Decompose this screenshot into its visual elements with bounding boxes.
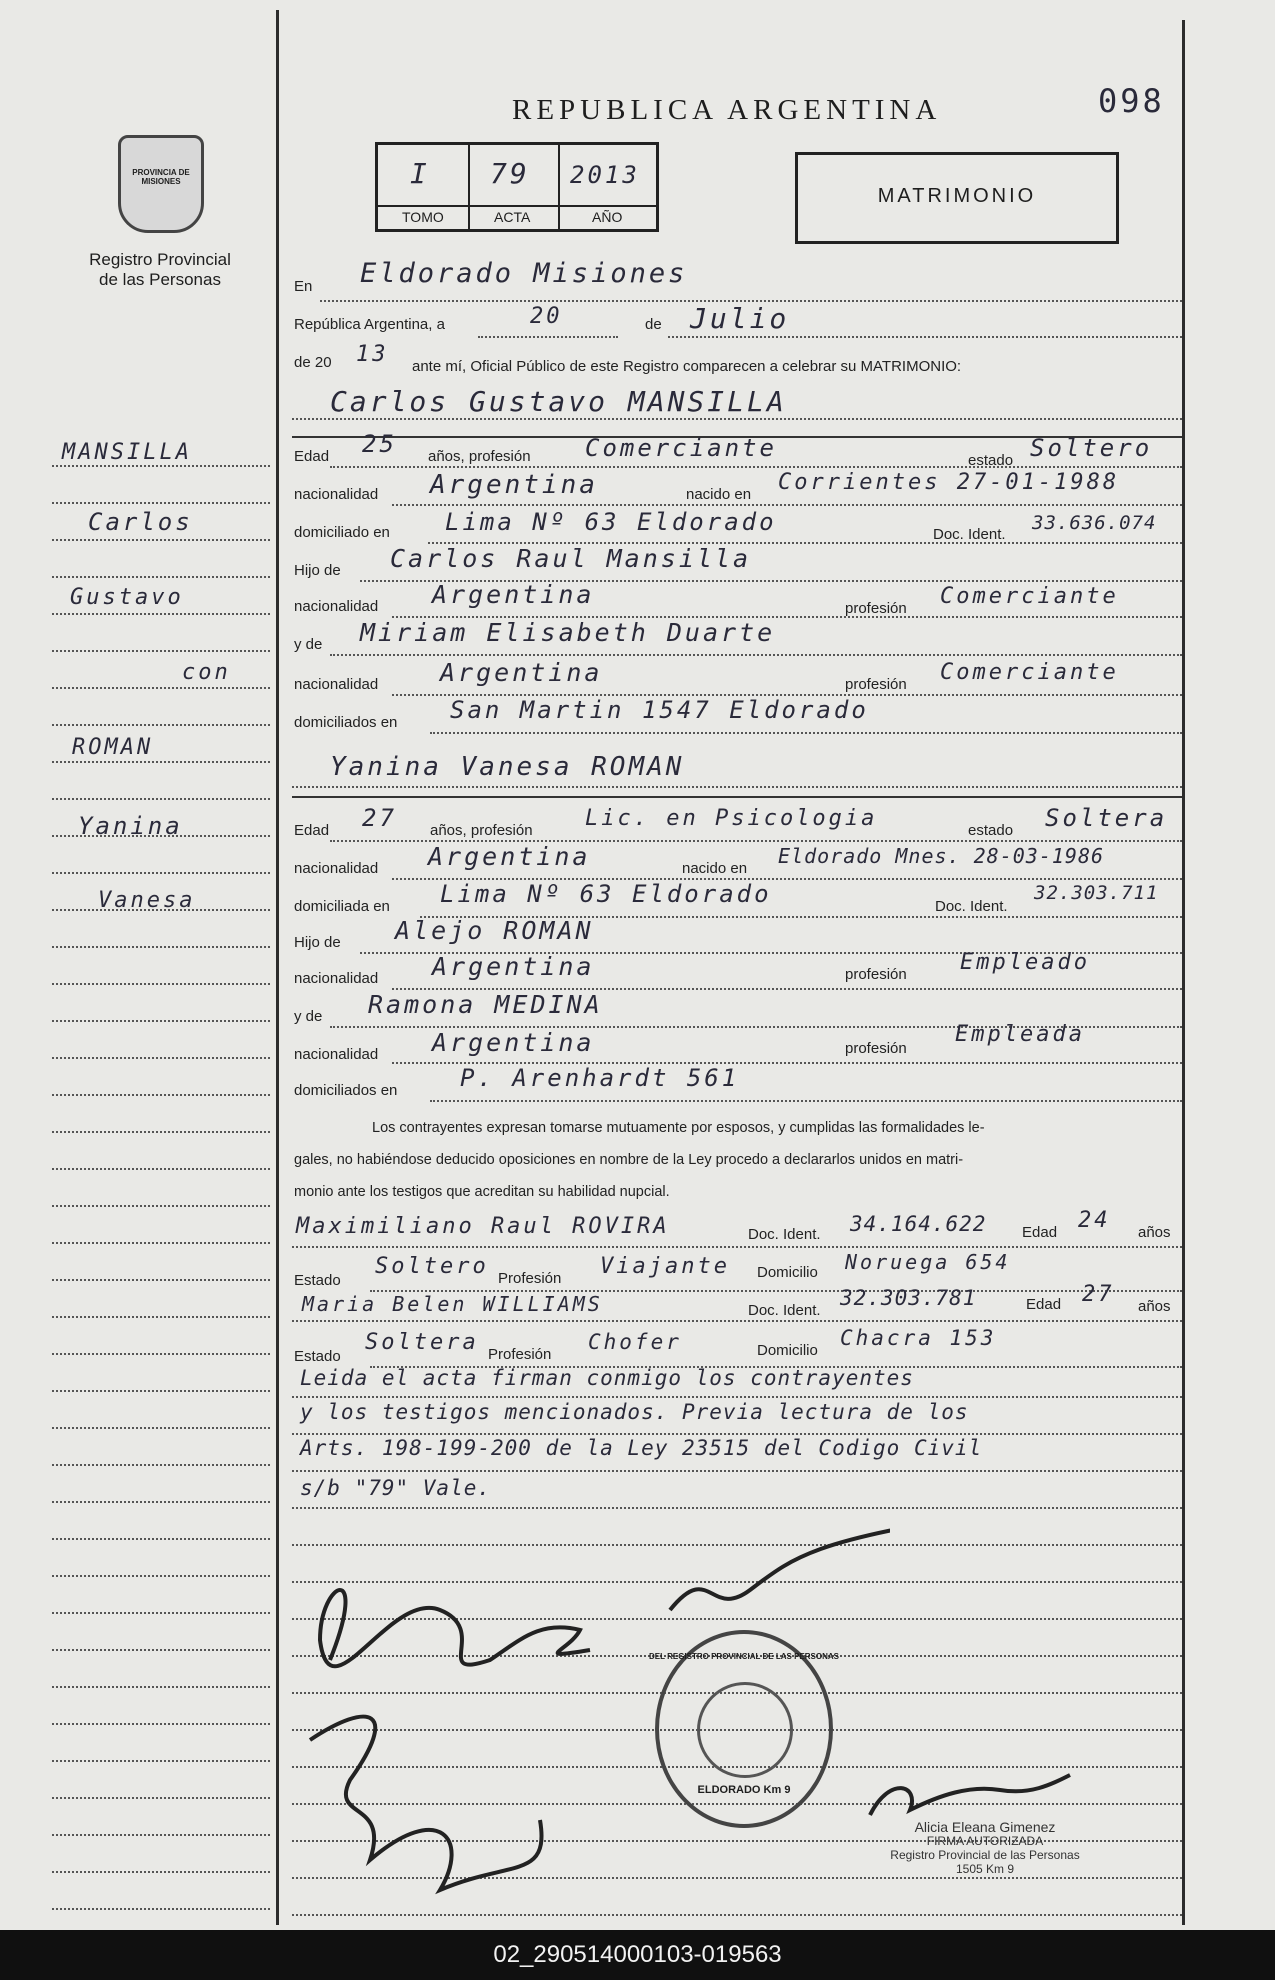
bride-doc: 32.303.711 [1034, 882, 1159, 904]
bride-father-nac-label: nacionalidad [294, 970, 379, 987]
bride-dom-label: domiciliada en [294, 898, 390, 915]
groom-signature [320, 1590, 590, 1666]
acta-label: ACTA [494, 209, 531, 225]
witness1-age: 24 [1078, 1208, 1111, 1233]
anio-value: 2013 [570, 161, 640, 189]
witness2-dom-label: Domicilio [757, 1342, 818, 1359]
body-rule-line [292, 1433, 1182, 1435]
margin-rule-line [52, 761, 270, 763]
margin-rule-line [52, 1760, 270, 1762]
witness1-prof-label: Profesión [498, 1270, 562, 1287]
margin-name-6: Yanina [78, 812, 183, 840]
margin-rule-line [52, 650, 270, 652]
registry-name [60, 250, 260, 290]
official-name: Alicia Eleana Gimenez [914, 1819, 1056, 1835]
groom-father-nac-label: nacionalidad [294, 598, 379, 615]
witness2-age: 27 [1082, 1282, 1115, 1307]
margin-rule-line [52, 1205, 270, 1207]
right-border [1182, 20, 1185, 1925]
groom-father-prof-label: profesión [845, 600, 907, 617]
margin-rule-line [52, 1871, 270, 1873]
notes-line-1: Leida el acta firman conmigo los contrayentes [300, 1366, 914, 1390]
year-prefix: de 20 [294, 354, 332, 371]
groom-name: Carlos Gustavo MANSILLA [330, 385, 787, 418]
witness1-edad-label: Edad [1022, 1224, 1058, 1241]
groom-mother-nac: Argentina [440, 658, 603, 687]
witness1-estado: Soltero [375, 1254, 489, 1279]
margin-name-3: Gustavo [70, 585, 184, 610]
declaration-line-1: Los contrayentes expresan tomarse mutuamente por esposos, y cumplidas las formalidades le- [372, 1120, 985, 1136]
country-title: REPUBLICA ARGENTINA [512, 94, 942, 126]
document-code-bar [0, 1930, 1275, 1980]
margin-rule-line [52, 1316, 270, 1318]
bride-nacionalidad: Argentina [428, 842, 591, 871]
registry-line2: de las Personas [99, 270, 221, 289]
witness1-profesion: Viajante [600, 1254, 730, 1279]
margin-rule-line [52, 1131, 270, 1133]
witness1-doc-label: Doc. Ident. [748, 1226, 821, 1243]
province-emblem-icon [118, 135, 204, 233]
bride-parents-dom-label: domiciliados en [294, 1082, 398, 1099]
bride-father-prof: Empleado [960, 950, 1090, 975]
margin-rule-line [52, 724, 270, 726]
registry-line1: Registro Provincial [89, 250, 231, 269]
margin-rule-line [52, 687, 270, 689]
margin-rule-line [52, 946, 270, 948]
day-value: 20 [530, 304, 563, 329]
bride-name: Yanina Vanesa ROMAN [330, 752, 685, 782]
groom-mother: Miriam Elisabeth Duarte [360, 618, 776, 647]
official-org: Registro Provincial de las Personas [890, 1848, 1080, 1862]
bride-parents-dom: P. Arenhardt 561 [460, 1064, 740, 1092]
groom-edad-label: Edad [294, 448, 330, 465]
tomo-value: I [410, 157, 430, 190]
margin-rule-line [52, 1242, 270, 1244]
witness1-doc: 34.164.622 [850, 1212, 987, 1236]
witness1-domicilio: Noruega 654 [845, 1250, 1011, 1274]
groom-nacido: Corrientes 27-01-1988 [778, 470, 1120, 495]
groom-nacido-label: nacido en [686, 486, 752, 503]
margin-rule-line [52, 1020, 270, 1022]
margin-divider [276, 10, 279, 1925]
marriage-label: MATRIMONIO [877, 185, 1037, 207]
margin-name-1: MANSILLA [62, 440, 192, 465]
margin-rule-line [52, 502, 270, 504]
witness2-prof-label: Profesión [488, 1346, 552, 1363]
marriage-box [795, 152, 1119, 244]
witness-signature [670, 1520, 890, 1610]
margin-name-2: Carlos [88, 508, 193, 536]
official-block [885, 1820, 1085, 1876]
margin-name-5: ROMAN [72, 735, 154, 760]
bride-profession: Lic. en Psicologia [585, 806, 878, 831]
groom-age: 25 [362, 430, 397, 458]
margin-rule-line [52, 613, 270, 615]
margin-name-7: Vanesa [98, 888, 196, 913]
official-office: 1505 Km 9 [955, 1862, 1015, 1876]
margin-rule-line [52, 1464, 270, 1466]
bride-estado: Soltera [1045, 804, 1168, 832]
tomo-label: TOMO [402, 209, 444, 225]
notes-line-2: y los testigos mencionados. Previa lectura de los [300, 1400, 969, 1424]
groom-nac-label: nacionalidad [294, 486, 379, 503]
declaration-line-2: gales, no habiéndose deducido oposiciones en nombre de la Ley procedo a declararlos unidos en matri- [294, 1152, 964, 1168]
emblem-text: PROVINCIA DE MISIONES [132, 168, 190, 186]
witness2-doc-label: Doc. Ident. [748, 1302, 821, 1319]
bride-age: 27 [362, 804, 397, 832]
notes-line-4: s/b "79" Vale. [300, 1476, 492, 1500]
margin-rule-line [52, 1612, 270, 1614]
witness2-estado-label: Estado [294, 1348, 341, 1365]
groom-parents-dom: San Martin 1547 Eldorado [450, 696, 869, 724]
margin-rule-line [52, 1575, 270, 1577]
groom-anos-label: años, profesión [428, 448, 531, 465]
stamp-emblem-icon [697, 1682, 793, 1778]
margin-rule-line [52, 1723, 270, 1725]
groom-nacionalidad: Argentina [430, 470, 598, 500]
year-suffix: 13 [356, 342, 389, 367]
margin-rule-line [52, 1390, 270, 1392]
bride-estado-label: estado [968, 822, 1014, 839]
bride-nac-label: nacionalidad [294, 860, 379, 877]
witness2-domicilio: Chacra 153 [840, 1326, 997, 1350]
bride-nacido: Eldorado Mnes. 28-03-1986 [778, 844, 1105, 868]
margin-rule-line [52, 465, 270, 467]
margin-rule-line [52, 539, 270, 541]
groom-parents-dom-label: domiciliados en [294, 714, 398, 731]
groom-mother-prof-label: profesión [845, 676, 907, 693]
bride-anos-label: años, profesión [430, 822, 533, 839]
bride-nacido-label: nacido en [682, 860, 748, 877]
margin-name-4: con [182, 660, 231, 685]
bride-yde-label: y de [294, 1008, 323, 1025]
margin-rule-line [52, 1908, 270, 1910]
place-value: Eldorado Misiones [360, 258, 688, 289]
witness2-name: Maria Belen WILLIAMS [302, 1292, 603, 1316]
bride-edad-label: Edad [294, 822, 330, 839]
margin-rule-line [52, 1168, 270, 1170]
republica-label: República Argentina, a [294, 316, 445, 333]
record-table [375, 142, 659, 232]
margin-rule-line [52, 1686, 270, 1688]
official-role: FIRMA AUTORIZADA [926, 1834, 1044, 1848]
witness2-edad-label: Edad [1026, 1296, 1062, 1313]
stamp-center-text: ELDORADO Km 9 [697, 1784, 791, 1796]
bride-mother-prof-label: profesión [845, 1040, 907, 1057]
document-code: 02_290514000103-019563 [493, 1941, 782, 1968]
margin-rule-line [52, 872, 270, 874]
witness2-profesion: Chofer [588, 1330, 682, 1354]
groom-estado-label: estado [968, 452, 1014, 469]
en-label: En [294, 278, 313, 295]
notes-line-3: Arts. 198-199-200 de la Ley 23515 del Codigo Civil [300, 1436, 983, 1460]
bride-father-prof-label: profesión [845, 966, 907, 983]
witness1-anos-label: años [1138, 1224, 1171, 1241]
bride-signature [310, 1717, 542, 1890]
margin-rule-line [52, 983, 270, 985]
month-value: Julio [690, 302, 790, 335]
bride-domicilio: Lima Nº 63 Eldorado [440, 880, 772, 908]
ante-text: ante mí, Oficial Público de este Registro comparecen a celebrar su MATRIMONIO: [412, 358, 962, 375]
folio-number: 098 [1098, 82, 1165, 120]
anio-label: AÑO [592, 209, 623, 225]
de-label: de [645, 316, 662, 333]
witness1-name: Maximiliano Raul ROVIRA [296, 1214, 670, 1239]
groom-mother-prof: Comerciante [940, 660, 1119, 685]
witness2-anos-label: años [1138, 1298, 1171, 1315]
groom-father-nac: Argentina [432, 580, 595, 609]
margin-rule-line [52, 576, 270, 578]
witness2-doc: 32.303.781 [840, 1286, 977, 1310]
stamp-ring-text: DEL REGISTRO PROVINCIAL DE LAS PERSONAS [649, 1652, 839, 1661]
bride-mother-nac-label: nacionalidad [294, 1046, 379, 1063]
groom-estado: Soltero [1030, 434, 1153, 462]
body-rule-line [292, 1470, 1182, 1472]
groom-father-prof: Comerciante [940, 584, 1119, 609]
margin-rule-line [52, 1538, 270, 1540]
margin-rule-line [52, 1057, 270, 1059]
margin-rule-line [52, 1427, 270, 1429]
bride-mother-nac: Argentina [432, 1028, 595, 1057]
official-stamp [649, 1630, 839, 1828]
margin-rule-line [52, 1279, 270, 1281]
margin-rule-line [52, 798, 270, 800]
margin-rule-line [52, 1094, 270, 1096]
groom-dom-label: domiciliado en [294, 524, 390, 541]
bride-father-nac: Argentina [432, 952, 595, 981]
witness2-estado: Soltera [365, 1330, 479, 1355]
groom-father: Carlos Raul Mansilla [390, 544, 752, 573]
groom-doc: 33.636.074 [1032, 512, 1157, 534]
bride-doc-label: Doc. Ident. [935, 898, 1008, 915]
bride-mother-prof: Empleada [955, 1022, 1085, 1047]
bride-father: Alejo ROMAN [395, 916, 594, 945]
declaration-line-3: monio ante los testigos que acreditan su habilidad nupcial. [294, 1184, 670, 1200]
margin-rule-line [52, 1649, 270, 1651]
bride-hijo-label: Hijo de [294, 934, 341, 951]
margin-rule-line [52, 1353, 270, 1355]
body-rule-line [292, 1396, 1182, 1398]
groom-mother-nac-label: nacionalidad [294, 676, 379, 693]
margin-rule-line [52, 1797, 270, 1799]
witness1-estado-label: Estado [294, 1272, 341, 1289]
witness1-dom-label: Domicilio [757, 1264, 818, 1281]
body-rule-line [292, 1507, 1182, 1509]
groom-yde-label: y de [294, 636, 323, 653]
groom-domicilio: Lima Nº 63 Eldorado [445, 508, 777, 536]
groom-doc-label: Doc. Ident. [933, 526, 1006, 543]
acta-value: 79 [490, 157, 530, 190]
groom-hijo-label: Hijo de [294, 562, 341, 579]
margin-rule-line [52, 1501, 270, 1503]
bride-mother: Ramona MEDINA [368, 990, 603, 1019]
groom-profession: Comerciante [585, 434, 777, 462]
margin-rule-line [52, 1834, 270, 1836]
